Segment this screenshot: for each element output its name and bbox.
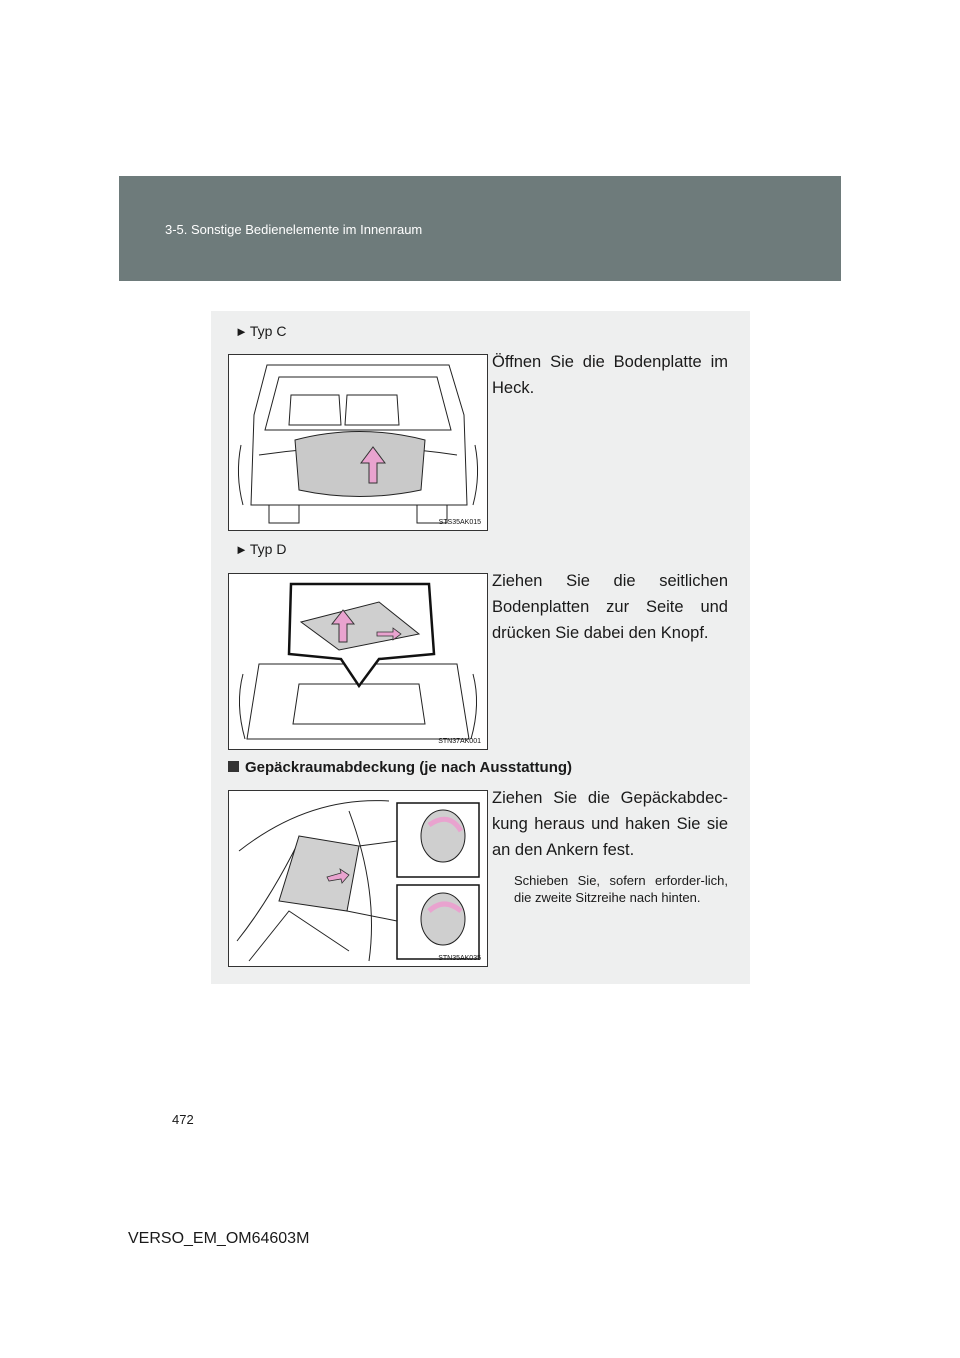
document-code: VERSO_EM_OM64603M [128,1230,310,1247]
type-d-label-text: Typ D [249,541,287,557]
figure-luggage-cover [228,790,488,967]
luggage-cover-heading-text: Gepäckraumabdeckung (je nach Ausstattung) [245,759,573,776]
content-panel [211,311,750,984]
triangle-right-icon: ► [235,324,248,339]
luggage-cover-heading [228,759,572,776]
type-c-label-text: Typ C [249,323,287,339]
figure-code: STS35AK015 [438,519,481,526]
page-number: 472 [172,1112,194,1127]
type-d-label [235,541,286,557]
square-bullet-icon [228,761,239,772]
chapter-title: 3-5. Sonstige Bedienelemente im Innenraum [165,222,423,237]
triangle-right-icon: ► [235,542,248,557]
luggage-cover-instruction: Ziehen Sie die Gepäckabdec-kung heraus und haken Sie sie an den Ankern fest. [492,789,728,859]
chapter-header [119,176,841,281]
type-d-instruction: Ziehen Sie die seitlichen Bodenplatten zur Seite und drücken Sie dabei den Knopf. [492,572,728,642]
figure-type-c [228,354,488,531]
luggage-cover-illustration [229,791,487,966]
figure-code: STN35AK035 [438,955,481,962]
figure-code: STN37AK001 [438,738,481,745]
type-c-instruction: Öffnen Sie die Bodenplatte im Heck. [492,353,728,397]
luggage-cover-note: Schieben Sie, sofern erforder-lich, die zweite Sitzreihe nach hinten. [514,873,728,905]
type-c-label [235,323,286,339]
figure-type-d [228,573,488,750]
trunk-floor-illustration [229,355,487,530]
side-floor-panel-illustration [229,574,487,749]
